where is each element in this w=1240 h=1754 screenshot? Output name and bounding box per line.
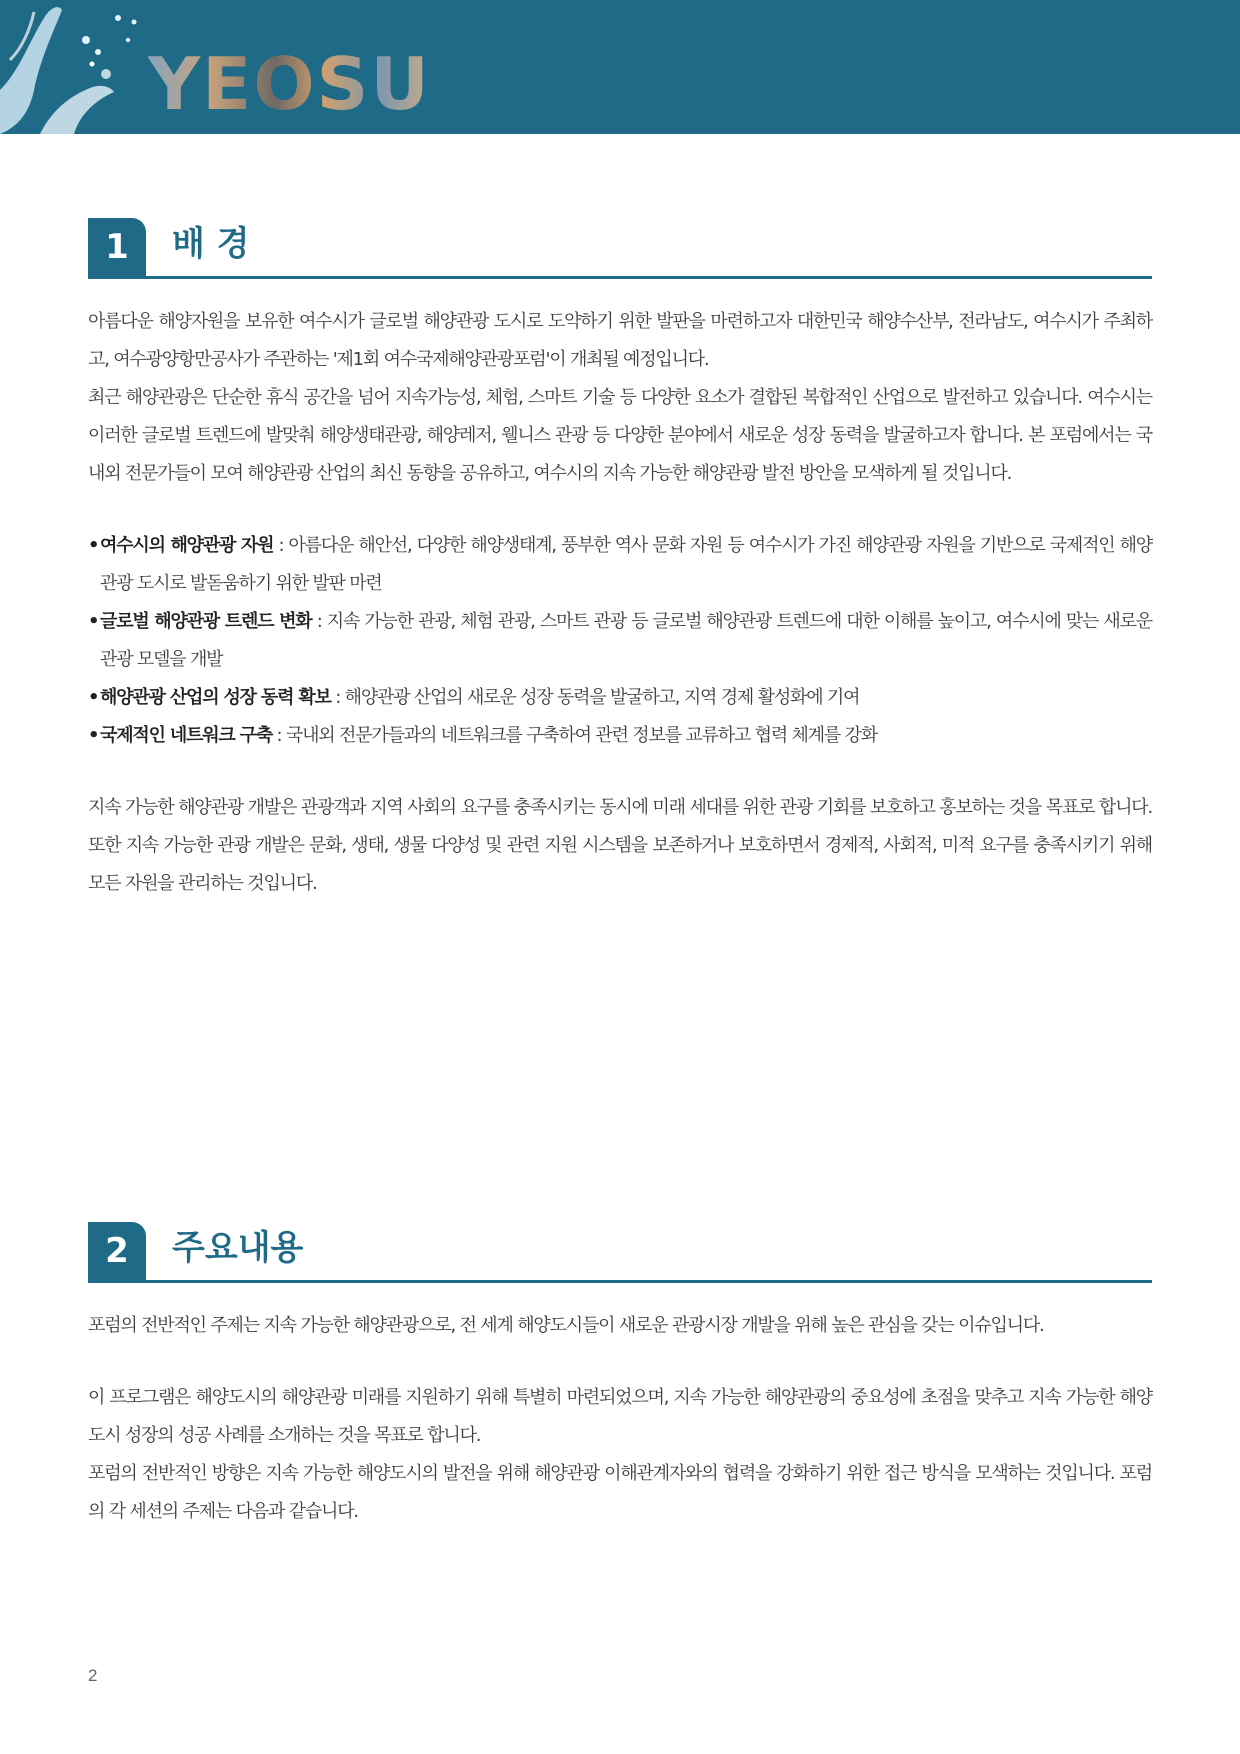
paragraph: 포럼의 전반적인 주제는 지속 가능한 해양관광으로, 전 세계 해양도시들이 새로운 관광시장 개발을 위해 높은 관심을 갖는 이슈입니다. [88,1315,1044,1336]
paragraph: 포럼의 전반적인 방향은 지속 가능한 해양도시의 발전을 위해 해양관광 이해관계자와의 협력을 강화하기 위한 접근 방식을 모색하는 것입니다. 포럼의 각 세션의 주제는 다음과 같습니다. [88,1463,1152,1522]
list-item [88,717,1152,755]
section-main-content [88,1222,1152,1531]
list-item [88,679,1152,717]
list-item [88,603,1152,679]
section-header [88,1222,1152,1283]
section-title: 배 경 [172,224,250,264]
bullet-term: 국제적인 네트워크 구축 [100,725,273,746]
section-number-badge: 1 [88,218,146,276]
section-body [88,303,1152,903]
bullet-dot: • [88,611,99,632]
bullet-dot: • [88,687,99,708]
list-item [88,527,1152,603]
closing-paragraph: 지속 가능한 해양관광 개발은 관광객과 지역 사회의 요구를 충족시키는 동시에 미래 세대를 위한 관광 기회를 보호하고 홍보하는 것을 목표로 합니다. 또한 지속 가능한 관광 개발은 문화, 생태, 생물 다양성 및 관련 지원 시스템을 보존하거나 보호하면서 경제적, 사회적, 미적 요구를 충족시키기 위해 모든 자원을 관리하는 것입니다. [88,797,1152,894]
paragraph: 최근 해양관광은 단순한 휴식 공간을 넘어 지속가능성, 체험, 스마트 기술 등 다양한 요소가 결합된 복합적인 산업으로 발전하고 있습니다. 여수시는 이러한 글로벌 트렌드에 발맞춰 해양생태관광, 해양레저, 웰니스 관광 등 다양한 분야에서 새로운 성장 동력을 발굴하고자 합니다. 본 포럼에서는 국내외 전문가들이 모여 해양관광 산업의 최신 동향을 공유하고, 여수시의 지속 가능한 해양관광 발전 방안을 모색하게 될 것입니다. [88,387,1152,484]
bullet-dot: • [88,725,99,746]
water-splash-icon [0,0,150,134]
section-background [88,218,1152,903]
bullet-list [88,527,1152,755]
section-header [88,218,1152,279]
bullet-term: 여수시의 해양관광 자원 [100,535,274,556]
section-body [88,1307,1152,1531]
page-number: 2 [88,1666,98,1685]
yeosu-logo: YEOSU [148,42,431,126]
bullet-desc: : 해양관광 산업의 새로운 성장 동력을 발굴하고, 지역 경제 활성화에 기여 [330,687,860,708]
bullet-desc: : 지속 가능한 관광, 체험 관광, 스마트 관광 등 글로벌 해양관광 트렌드에 대한 이해를 높이고, 여수시에 맞는 새로운 관광 모델을 개발 [100,611,1152,670]
section-title: 주요내용 [172,1228,304,1268]
header-band [0,0,1240,134]
paragraph: 아름다운 해양자원을 보유한 여수시가 글로벌 해양관광 도시로 도약하기 위한 발판을 마련하고자 대한민국 해양수산부, 전라남도, 여수시가 주최하고, 여수광양항만공사가 주관하는 '제1회 여수국제해양관광포럼'이 개최될 예정입니다. [88,311,1152,370]
paragraph: 이 프로그램은 해양도시의 해양관광 미래를 지원하기 위해 특별히 마련되었으며, 지속 가능한 해양관광의 중요성에 초점을 맞추고 지속 가능한 해양도시 성장의 성공 사례를 소개하는 것을 목표로 합니다. [88,1387,1152,1446]
bullet-desc: : 아름다운 해안선, 다양한 해양생태계, 풍부한 역사 문화 자원 등 여수시가 가진 해양관광 자원을 기반으로 국제적인 해양관광 도시로 발돋움하기 위한 발판 마련 [100,535,1152,594]
bullet-dot: • [88,535,99,556]
section-number-badge: 2 [88,1222,146,1280]
bullet-term: 해양관광 산업의 성장 동력 확보 [100,687,331,708]
bullet-desc: : 국내외 전문가들과의 네트워크를 구축하여 관련 정보를 교류하고 협력 체계를 강화 [272,725,878,746]
bullet-term: 글로벌 해양관광 트렌드 변화 [100,611,312,632]
